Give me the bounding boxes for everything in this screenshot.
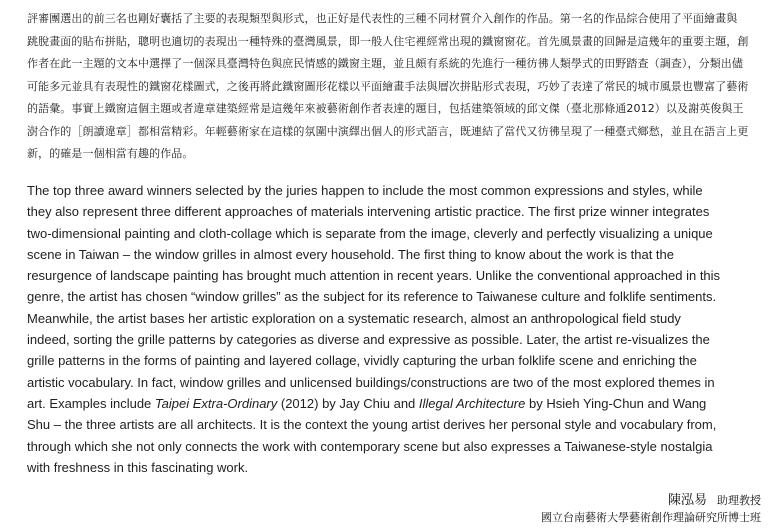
english-text-line: through which she not only connects the work with contemporary scene but also expresses a Taiwanese-style nostalgia xyxy=(27,438,713,454)
english-text-line: genre, the artist has chosen “window grilles” as the subject for its reference to Taiwanese culture and folklife sentiments. xyxy=(27,289,717,305)
chinese-text-line: 的語彙。事實上鐵窗這個主題或者違章建築經常是這幾年來被藝術創作者表達的題目，包括建築領域的邱文傑（臺北那條通2012）以及謝英俊與王 xyxy=(27,102,744,115)
author-affiliation: 國立台南藝術大學藝術創作理論研究所博士班 xyxy=(541,511,761,524)
text-segment: (2012) by Jay Chiu and xyxy=(277,395,419,411)
english-text-line: two-dimensional painting and cloth-collage which is separate from the image, cleverly and perfectly visualizing a unique xyxy=(27,225,713,241)
english-text-line: they also represent three different approaches of materials intervening artistic practice. The first prize winner integrates xyxy=(27,204,710,220)
english-text-line xyxy=(27,393,772,414)
english-text-line: indeed, sorting the grille patterns by categories as diverse and expressive as possible. Later, the artist re-visualizes the xyxy=(27,332,710,348)
text-segment: art. Examples include xyxy=(27,395,155,411)
english-text-line: resurgence of landscape painting has brought much attention in recent years. Unlike the conventional approached in this xyxy=(27,268,721,284)
text-segment: by Hsieh Ying-Chun and Wang xyxy=(525,395,707,411)
chinese-paragraph xyxy=(27,8,772,166)
english-text-line: artistic vocabulary. In fact, window grilles and unlicensed buildings/constructions are two of the most explored themes in xyxy=(27,374,715,390)
english-text-line: Meanwhile, the artist bases her artistic exploration on a systematic research, almost an anthropological field study xyxy=(27,310,681,326)
english-text-line: The top three award winners selected by the juries happen to include the most common expressions and styles, while xyxy=(27,183,703,198)
chinese-text-line: 澍合作的［朗讀違章］都相當精彩。年輕藝術家在這樣的氛圍中演繹出個人的形式語言，既連結了當代又彷彿呈現了一種臺式鄉愁，並且在語言上更 xyxy=(27,124,749,138)
english-text-line: Shu – the three artists are all architects. It is the context the young artist derives her personal style and vocabulary from, xyxy=(27,417,717,433)
chinese-text-line: 作者在此一主題的文本中選擇了一個深具臺灣特色與庶民情感的鐵窗主題，並且頗有系統的先進行一種彷彿人類學式的田野踏查（調查），分類出儘 xyxy=(27,57,743,70)
chinese-text-line: 可能多元並具有表現性的鐵窗花樣圖式，之後再將此鐵窗圖形花樣以平面繪畫手法與層次拼貼形式表現，巧妙了表達了常民的城市風景也豐富了藝術 xyxy=(27,79,749,93)
author-name: 陳泓易 xyxy=(667,493,707,508)
chinese-text-line: 跳脫畫面的貼布拼貼，聰明也適切的表現出一種特殊的臺灣風景，即一般人住宅裡經常出現的鐵窗窗花。首先風景畫的回歸是這幾年的重要主題，創 xyxy=(27,34,749,48)
english-text-line: with freshness in this fascinating work. xyxy=(27,459,249,475)
english-paragraph xyxy=(27,180,772,478)
english-text-line: scene in Taiwan – the window grilles in almost every household. The first thing to know about the work is that the xyxy=(27,246,674,262)
artwork-title: Illegal Architecture xyxy=(418,395,526,411)
english-text-line: grille patterns in the forms of painting and layered collage, vividly capturing the urban folklife scene and enriching the xyxy=(27,353,697,369)
artwork-title: Taipei Extra-Ordinary xyxy=(154,395,278,411)
chinese-text-line: 評審團選出的前三名也剛好囊括了主要的表現類型與形式，也正好是代表性的三種不同材質介入創作的作品。第一名的作品綜合使用了平面繪畫與 xyxy=(27,12,738,25)
chinese-text-line: 新，的確是一個相當有趣的作品。 xyxy=(27,147,194,160)
author-title: 助理教授 xyxy=(717,494,761,507)
author-signature xyxy=(668,489,761,508)
